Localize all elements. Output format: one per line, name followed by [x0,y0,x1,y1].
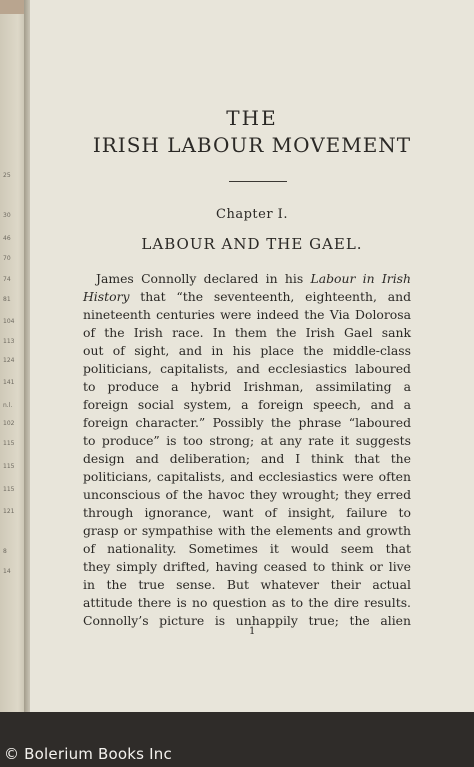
margin-number: 121 [3,508,15,515]
margin-number: 113 [3,338,15,345]
body-line: nineteenth centuries were indeed the Via Dolorosa [83,307,411,322]
margin-number: 8 [3,548,7,555]
margin-number: 25 [3,172,11,179]
margin-number: 14 [3,568,11,575]
chapter-label: Chapter I. [216,207,288,222]
margin-number: 81 [3,296,11,303]
body-line: through ignorance, want of insight, failure to [83,505,411,520]
margin-number: 141 [3,379,15,386]
book-title-line-2: IRISH LABOUR MOVEMENT [92,133,412,157]
body-line: History that “the seventeenth, eighteenth, and [83,289,411,304]
body-line: grasp or sympathise with the elements and growth [83,523,411,538]
body-line: to produce” is too strong; at any rate it suggests [83,433,411,448]
italic-title: History [83,289,130,304]
body-line: of nationality. Sometimes it would seem that [83,541,411,556]
margin-number: 74 [3,276,11,283]
body-line: they simply drifted, having ceased to think or live [83,559,411,574]
body-line: James Connolly declared in his Labour in Irish [96,271,411,286]
margin-number: 46 [3,235,11,242]
body-line: design and deliberation; and I think that the [83,451,411,466]
body-line: politicians, capitalists, and ecclesiastics laboured [83,361,411,376]
body-line: foreign social system, a foreign speech, and a [83,397,411,412]
body-line: Connolly’s picture is unhappily true; the alien [83,613,411,628]
italic-title: Labour in Irish [310,271,411,286]
margin-number: 124 [3,357,15,364]
margin-number: 102 [3,420,15,427]
body-line: attitude there is no question as to the dire results. [83,595,411,610]
page-number: 1 [249,626,256,637]
body-line: politicians, capitalists, and ecclesiastics were often [83,469,411,484]
body-line: to produce a hybrid Irishman, assimilating a [83,379,411,394]
margin-number: 115 [3,440,15,447]
margin-number: 104 [3,318,15,325]
body-line: in the true sense. But whatever their actual [83,577,411,592]
body-line: foreign character.” Possibly the phrase “laboured [83,415,411,430]
margin-number: n.l. [3,402,13,409]
body-line: out of sight, and in his place the middle-class [83,343,411,358]
body-line: of the Irish race. In them the Irish Gael sank [83,325,411,340]
book-title-line-1: THE [226,106,278,130]
body-line: unconscious of the havoc they wrought; they erred [83,487,411,502]
chapter-title: LABOUR AND THE GAEL. [141,235,363,253]
margin-number: 115 [3,463,15,470]
margin-number: 115 [3,486,15,493]
watermark: © Bolerium Books Inc [4,745,172,763]
margin-number: 30 [3,212,11,219]
title-divider [229,181,287,182]
margin-number: 70 [3,255,11,262]
